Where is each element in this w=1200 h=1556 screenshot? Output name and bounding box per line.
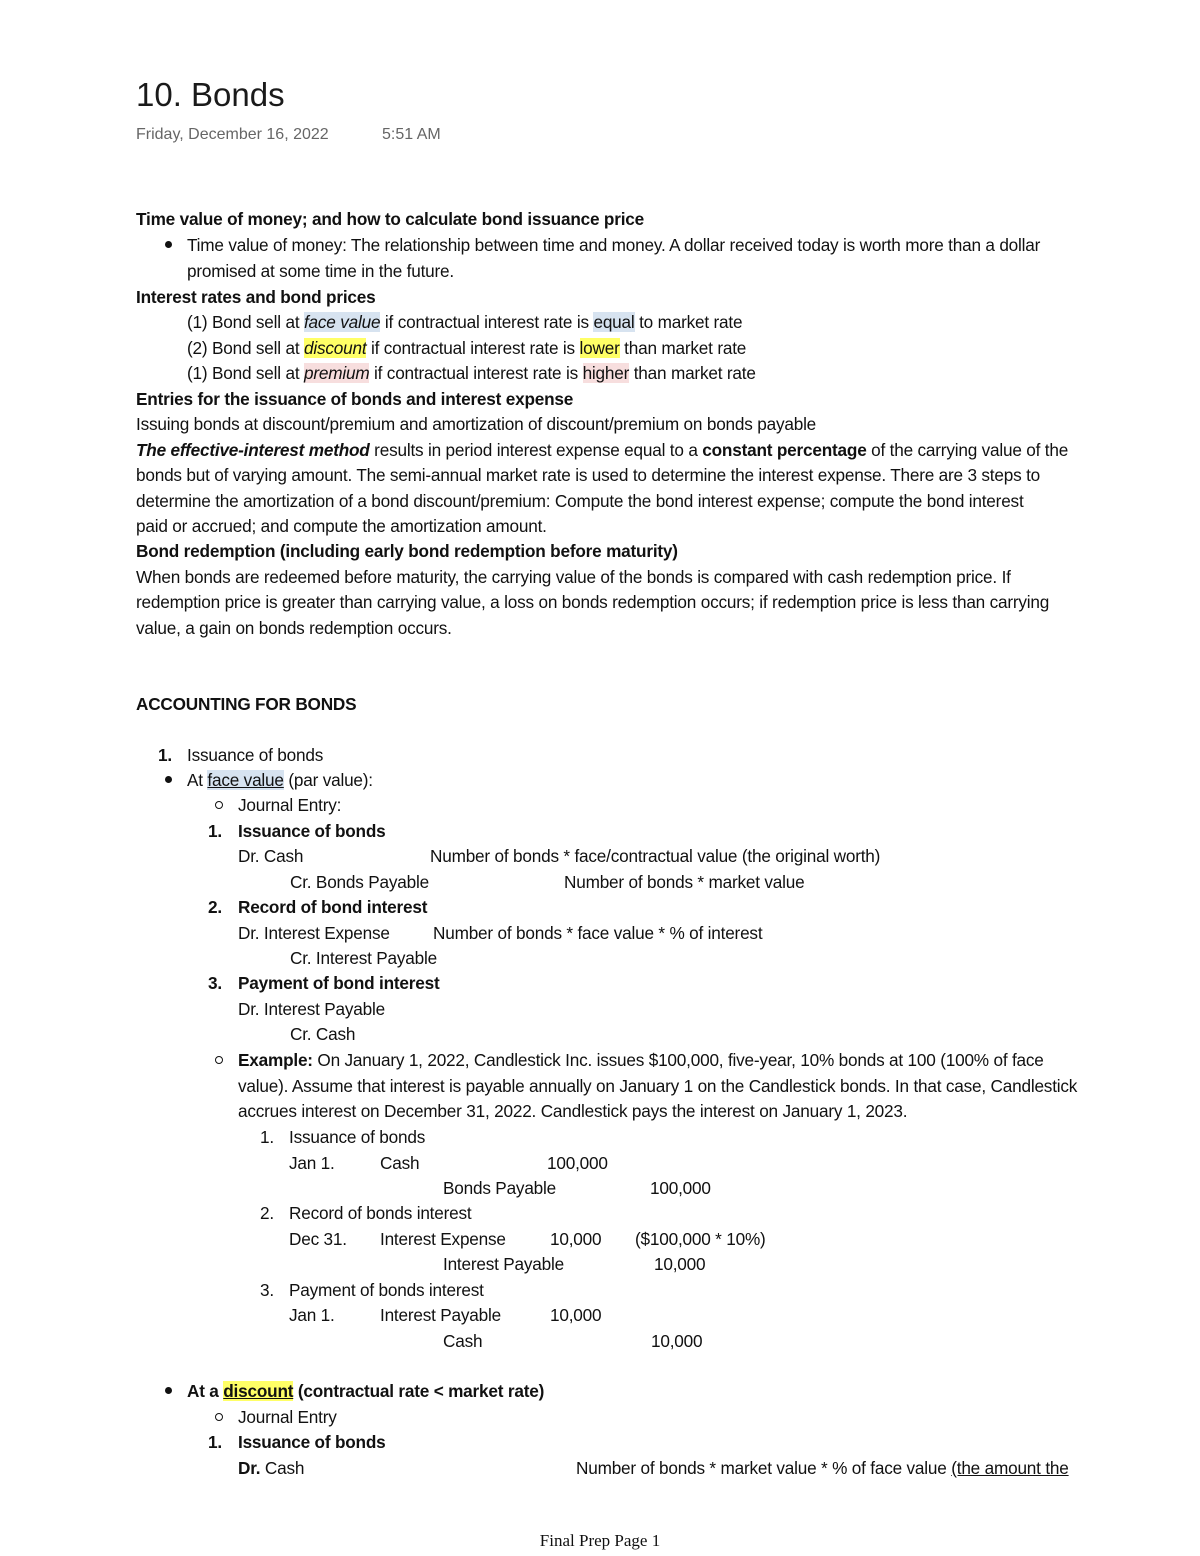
face-value-term: face value (303, 312, 381, 332)
journal-credit-amount: 10,000 (654, 1254, 706, 1274)
list-number: 1. (158, 745, 172, 765)
circle-bullet-icon (215, 1056, 223, 1064)
journal-debit-account: Interest Payable (380, 1305, 502, 1325)
equal-term: equal (593, 312, 635, 332)
bullet-icon (165, 1387, 172, 1394)
redemption-line1: When bonds are redeemed before maturity, the carrying value of the bonds is compared with cash redemption price. If (136, 567, 1011, 587)
circle-bullet-icon (215, 1413, 223, 1421)
redemption-line3: value, a gain on bonds redemption occurs. (136, 618, 452, 638)
page-title: 10. Bonds (136, 76, 285, 113)
discount-item: At a discount (contractual rate < market rate) (187, 1381, 545, 1401)
cr-cash: Cr. Cash (290, 1024, 356, 1044)
example-line1: Example: On January 1, 2022, Candlestick Inc. issues $100,000, five-year, 10% bonds at 100 (100% of face (238, 1050, 1044, 1070)
example-line2: value). Assume that interest is payable annually on January 1 on the Candlestick bonds. In that case, Candlestick (238, 1076, 1078, 1096)
list-number: 1. (260, 1127, 274, 1147)
example-payment-interest: Payment of bonds interest (289, 1280, 484, 1300)
journal-date: Dec 31. (289, 1229, 347, 1249)
rate-discount-line: (2) Bond sell at discount if contractual interest rate is lower than market rate (187, 338, 747, 358)
dr-interest-payable: Dr. Interest Payable (238, 999, 385, 1019)
dr-interest-expense: Dr. Interest Expense (238, 923, 390, 943)
premium-term: premium (303, 363, 370, 383)
list-number: 3. (260, 1280, 274, 1300)
journal-debit-amount: 10,000 (550, 1229, 602, 1249)
page-footer: Final Prep Page 1 (539, 1531, 661, 1550)
lower-term: lower (579, 338, 620, 358)
list-number: 3. (208, 973, 222, 993)
journal-debit-amount: 100,000 (547, 1153, 608, 1173)
list-number: 2. (208, 897, 222, 917)
bullet-icon (165, 776, 172, 783)
cr-interest-payable: Cr. Interest Payable (290, 948, 437, 968)
face-value-item: At face value (par value): (187, 770, 373, 790)
redemption-line2: redemption price is greater than carrying value, a loss on bonds redemption occurs; if redemption price is less than carrying (136, 592, 1050, 612)
journal-credit-account: Cash (443, 1331, 483, 1351)
step-issuance: Issuance of bonds (238, 1432, 386, 1452)
bullet-icon (165, 241, 172, 248)
redemption-heading: Bond redemption (including early bond redemption before maturity) (136, 541, 678, 561)
list-number: 1. (208, 1432, 222, 1452)
entries-line1: Issuing bonds at discount/premium and amortization of discount/premium on bonds payable (136, 414, 817, 434)
journal-credit-account: Interest Payable (443, 1254, 565, 1274)
list-number: 2. (260, 1203, 274, 1223)
page-date: Friday, December 16, 2022 (136, 126, 329, 143)
entries-line5: paid or accrued; and compute the amortization amount. (136, 516, 547, 536)
dr-cash: Dr. Cash (238, 1458, 305, 1478)
journal-calc-note: ($100,000 * 10%) (635, 1229, 766, 1249)
discount-formula: Number of bonds * market value * % of face value (the amount the (576, 1458, 1069, 1478)
list-number: 1. (208, 821, 222, 841)
example-issuance: Issuance of bonds (289, 1127, 426, 1147)
example-line3: accrues interest on December 31, 2022. Candlestick pays the interest on January 1, 2023. (238, 1101, 908, 1121)
journal-credit-amount: 100,000 (650, 1178, 711, 1198)
dr-cash-formula: Number of bonds * face/contractual value (the original worth) (430, 846, 881, 866)
entries-line4: determine the amortization of a bond discount/premium: Compute the bond interest expense; compute the bond interest (136, 491, 1024, 511)
higher-term: higher (582, 363, 630, 383)
tvm-text-line2: promised at some time in the future. (187, 261, 454, 281)
dr-cash: Dr. Cash (238, 846, 304, 866)
journal-entry-label: Journal Entry (238, 1407, 337, 1427)
accounting-heading: ACCOUNTING FOR BONDS (136, 694, 357, 714)
cr-bonds-payable: Cr. Bonds Payable (290, 872, 429, 892)
journal-date: Jan 1. (289, 1305, 335, 1325)
journal-debit-account: Interest Expense (380, 1229, 506, 1249)
step-issuance: Issuance of bonds (238, 821, 386, 841)
journal-entry-label: Journal Entry: (238, 795, 342, 815)
tvm-heading: Time value of money; and how to calculate bond issuance price (136, 209, 645, 229)
rate-premium-line: (1) Bond sell at premium if contractual interest rate is higher than market rate (187, 363, 756, 383)
issuance-item: Issuance of bonds (187, 745, 324, 765)
entries-heading: Entries for the issuance of bonds and interest expense (136, 389, 574, 409)
journal-debit-amount: 10,000 (550, 1305, 602, 1325)
entries-line3: bonds but of varying amount. The semi-annual market rate is used to determine the interest expense. There are 3 steps to (136, 465, 1041, 485)
journal-credit-account: Bonds Payable (443, 1178, 557, 1198)
step-payment-interest: Payment of bond interest (238, 973, 440, 993)
discount-term: discount (303, 338, 367, 358)
example-record-interest: Record of bonds interest (289, 1203, 472, 1223)
step-record-interest: Record of bond interest (238, 897, 428, 917)
journal-credit-amount: 10,000 (651, 1331, 703, 1351)
rates-heading: Interest rates and bond prices (136, 287, 376, 307)
tvm-text-line1: Time value of money: The relationship between time and money. A dollar received today is worth more than a dollar (187, 235, 1041, 255)
journal-date: Jan 1. (289, 1153, 335, 1173)
cr-bonds-formula: Number of bonds * market value (564, 872, 805, 892)
circle-bullet-icon (215, 801, 223, 809)
rate-face-line: (1) Bond sell at face value if contractual interest rate is equal to market rate (187, 312, 743, 332)
journal-debit-account: Cash (380, 1153, 420, 1173)
dr-interest-formula: Number of bonds * face value * % of interest (433, 923, 763, 943)
effective-interest-line: The effective-interest method results in period interest expense equal to a constant percentage of the carrying value of the (136, 440, 1069, 460)
page-time: 5:51 AM (382, 126, 441, 143)
